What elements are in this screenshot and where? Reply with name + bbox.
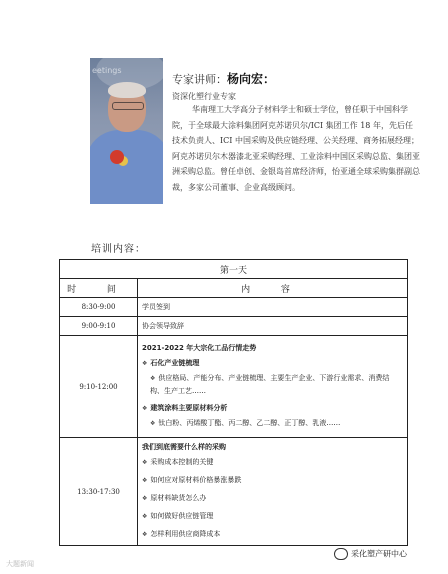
block-heading: 我们到底需要什么样的采购 — [142, 443, 226, 451]
list-item: 如何应对原材料价格暴涨暴跌 — [150, 476, 242, 484]
speaker-heading — [172, 70, 275, 87]
col-time-header: 时 间 — [60, 279, 138, 298]
photo-watermark: eetings — [92, 66, 122, 75]
diamond-star-icon: ❖ — [142, 405, 148, 412]
speaker-bio: 华南理工大学高分子材料学士和硕士学位，曾任职于中国科学院，于全球最大涂料集团阿克苏诺贝尔/ICI 集团工作 18 年，先后任技术负责人、ICI 中国采购及供应链经理、公关经理、商务拓展经理；阿克苏诺贝尔木器漆北亚采购经理、工业涂料中国区采购总监、集团亚洲采购总监。曾任卓创、金银岛首席经济师，怡亚通全球采购集群副总裁，多家公司董事、企业高级顾问。 — [172, 105, 420, 192]
day-header: 第一天 — [60, 260, 408, 279]
speaker-subtitle: 资深化塑行业专家 — [172, 92, 236, 101]
diamond-star-icon: ❖ — [150, 420, 156, 427]
speaker-name: 杨向宏： — [227, 72, 276, 86]
speaker-title-prefix: 专家讲师： — [172, 73, 227, 86]
block-subheading: 石化产业链梳理 — [150, 359, 200, 367]
row-time: 13:30-17:30 — [60, 438, 138, 546]
bottom-watermark: 大题新闻 — [6, 560, 34, 568]
section-title: 培训内容： — [91, 244, 146, 255]
account-logo[interactable] — [334, 548, 407, 560]
block-heading: 2021-2022 年大宗化工品行情走势 — [142, 344, 257, 352]
list-item: 原材料缺货怎么办 — [150, 494, 207, 502]
diamond-star-icon: ❖ — [142, 477, 148, 484]
row-content-block — [138, 336, 408, 438]
row-content: 协会领导致辞 — [138, 317, 408, 336]
table-row — [60, 298, 408, 317]
table-row — [60, 438, 408, 546]
logo-text: 采化塑产研中心 — [351, 549, 407, 559]
diamond-star-icon: ❖ — [142, 531, 148, 538]
list-item: 怎样利用供应商降成本 — [150, 530, 221, 538]
diamond-star-icon: ❖ — [142, 459, 148, 466]
wechat-icon — [334, 548, 348, 560]
list-item: 采购成本控制的关键 — [150, 458, 214, 466]
block-subheading: 建筑涂料主要原材料分析 — [150, 404, 228, 412]
table-row — [60, 336, 408, 438]
row-content: 学员签到 — [138, 298, 408, 317]
list-item: 如何做好供应链管理 — [150, 512, 214, 520]
diamond-star-icon: ❖ — [142, 513, 148, 520]
diamond-star-icon: ❖ — [142, 495, 148, 502]
row-time: 8:30-9:00 — [60, 298, 138, 317]
diamond-star-icon: ❖ — [142, 360, 148, 367]
schedule-table — [59, 259, 408, 546]
diamond-star-icon: ❖ — [150, 375, 156, 382]
row-time: 9:00-9:10 — [60, 317, 138, 336]
block-text: 供应格局、产能分布、产业链梳理、主要生产企业、下游行业需求、消费结构、生产工艺…… — [150, 374, 390, 395]
table-row — [60, 317, 408, 336]
block-text: 钛白粉、丙烯酸丁酯、丙二醇、乙二醇、正丁醇、乳液…… — [158, 419, 341, 427]
row-content-block — [138, 438, 408, 546]
col-content-header: 内 容 — [138, 279, 408, 298]
speaker-photo — [90, 58, 163, 204]
row-time: 9:10-12:00 — [60, 336, 138, 438]
corsage-icon — [110, 150, 124, 164]
